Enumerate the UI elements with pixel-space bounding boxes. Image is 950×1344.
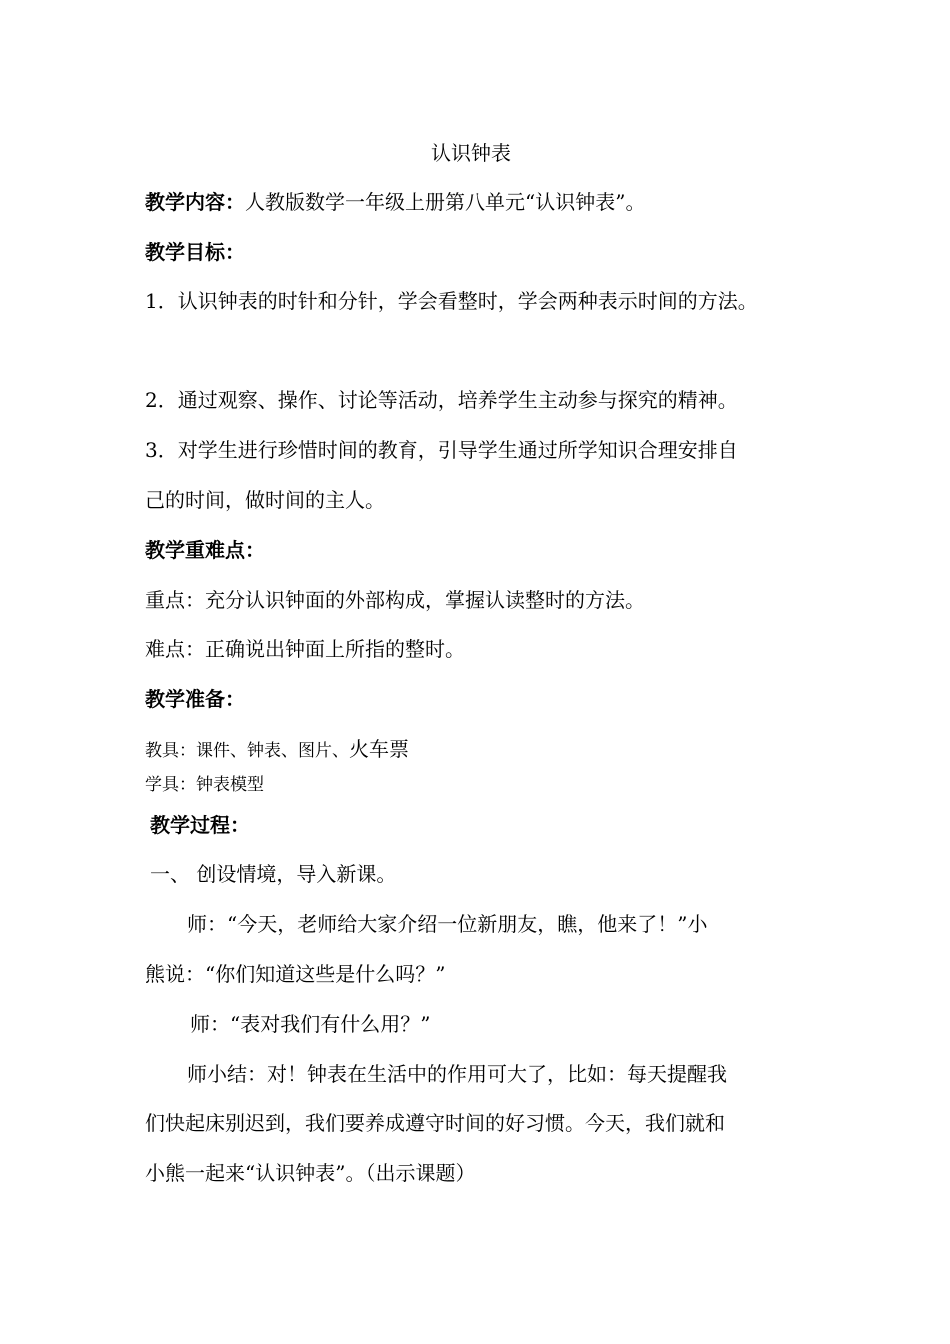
dialog-line-2: 熊说：“你们知道这些是什么吗？” bbox=[145, 962, 446, 986]
dialog-line-1: 师：“今天，老师给大家介绍一位新朋友，瞧，他来了！”小 bbox=[187, 912, 708, 936]
objectives-heading: 教学目标： bbox=[145, 240, 245, 264]
section-1-heading: 一、 创设情境，导入新课。 bbox=[150, 862, 397, 886]
teacher-tools-extra: 火车票 bbox=[349, 737, 409, 761]
objective-3-cont: 己的时间，做时间的主人。 bbox=[145, 488, 385, 512]
teacher-tools-text: 教具：课件、钟表、图片、 bbox=[145, 741, 349, 761]
summary-line-3: 小熊一起来“认识钟表”。（出示课题） bbox=[145, 1161, 476, 1185]
preparation-heading: 教学准备： bbox=[145, 687, 245, 711]
key-point: 重点：充分认识钟面的外部构成，掌握认读整时的方法。 bbox=[145, 588, 645, 612]
key-points-heading: 教学重难点： bbox=[145, 538, 265, 562]
page-title: 认识钟表 bbox=[431, 141, 511, 165]
content-line bbox=[145, 189, 645, 215]
objective-2: 2．通过观察、操作、讨论等活动，培养学生主动参与探究的精神。 bbox=[145, 388, 738, 412]
difficult-point: 难点：正确说出钟面上所指的整时。 bbox=[145, 637, 465, 661]
objective-3: 3．对学生进行珍惜时间的教育，引导学生通过所学知识合理安排自 bbox=[145, 438, 738, 462]
summary-line-1: 师小结：对！钟表在生活中的作用可大了，比如：每天提醒我 bbox=[187, 1062, 727, 1086]
dialog-line-3: 师：“表对我们有什么用？” bbox=[190, 1012, 431, 1036]
process-heading: 教学过程： bbox=[150, 813, 250, 837]
content-text: 人教版数学一年级上册第八单元“认识钟表”。 bbox=[245, 190, 646, 214]
student-tools: 学具：钟表模型 bbox=[145, 775, 264, 795]
summary-line-2: 们快起床别迟到，我们要养成遵守时间的好习惯。今天，我们就和 bbox=[145, 1111, 725, 1135]
content-label: 教学内容： bbox=[145, 190, 245, 214]
teacher-tools bbox=[145, 736, 409, 764]
objective-1: 1．认识钟表的时针和分针，学会看整时，学会两种表示时间的方法。 bbox=[145, 289, 758, 313]
